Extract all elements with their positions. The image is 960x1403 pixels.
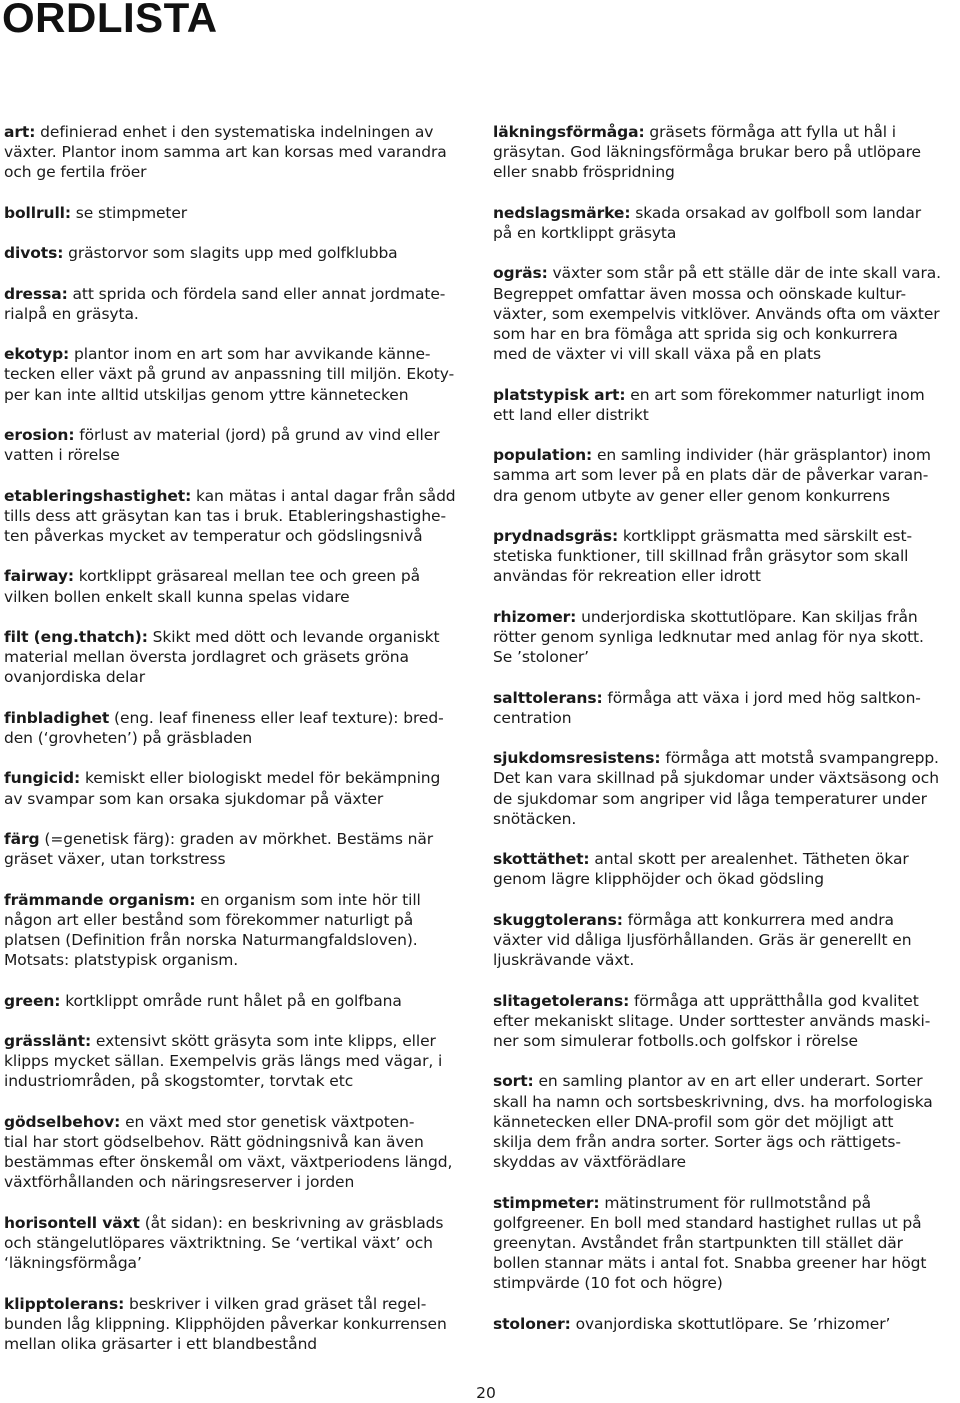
glossary-entry [4,890,466,971]
glossary-term: fairway: [4,567,74,586]
glossary-definition: förlust av material (jord) på grund av vind eller vatten i rörelse [4,425,440,465]
glossary-entry [493,385,960,425]
glossary-term: platstypisk art: [493,385,626,404]
glossary-entry [4,243,466,263]
glossary-term: dressa: [4,284,68,303]
glossary-term: art: [4,123,36,141]
glossary-entry [4,425,466,465]
glossary-definition: Skikt med dött och levande organiskt material mellan översta jordlagret och gräsets gröna ovanjordiska delar [4,627,440,687]
glossary-entry [4,708,466,748]
glossary-term: nedslagsmärke: [493,203,631,222]
glossary-entry [493,1193,960,1294]
glossary-definition: kortklippt gräsareal mellan tee och green på vilken bollen enkelt skall kunna spelas vidare [4,567,420,606]
glossary-definition: se stimpmeter [70,203,188,222]
page-number: 20 [476,1384,496,1402]
glossary-term: rhizomer: [493,607,577,626]
glossary-definition: definierad enhet i den systematiska indelningen av växter. Plantor inom samma art kan korsas med varandra och ge fertila fröer [4,123,447,182]
glossary-definition: förmåga att motstå svampangrepp. Det kan vara skillnad på sjukdomar under växtsäsong och de sjukdomar som angriper vid låga temperaturer under snötäcken. [493,749,939,828]
glossary-term: ekotyp: [4,345,70,364]
glossary-definition: (eng. leaf fineness eller leaf texture): bred- den (‘grovheten’) på gräsbladen [4,708,444,747]
glossary-entry [4,991,466,1011]
glossary-entry [4,284,466,324]
glossary-term: klipptolerans: [4,1294,125,1313]
glossary-entry [4,829,466,869]
glossary-definition: förmåga att upprätthålla god kvalitet efter mekaniskt slitage. Under sorttester används maski- ner som simulerar fotbolls.och golfskor i rörelse [493,991,931,1050]
glossary-entry [493,526,960,587]
glossary-definition: gräsets förmåga att fylla ut hål i gräsytan. God läkningsförmåga brukar bero på utlöpare eller snabb fröspridning [493,123,921,182]
glossary-term: salttolerans: [493,688,603,707]
glossary-definition: en växt med stor genetisk växtpoten- tial har stort gödselbehov. Rätt gödningsnivå kan även bestämmas efter önskemål om växt, växtperiodens längd, växtförhållanden och näringsreserver i jorden [4,1112,453,1192]
glossary-entry [4,486,466,547]
glossary-column-right [493,122,960,1354]
glossary-entry [493,203,960,243]
glossary-definition: förmåga att konkurrera med andra växter vid dåliga ljusförhållanden. Gräs är generellt en ljuskrävande växt. [493,910,912,970]
glossary-definition: kan mätas i antal dagar från sådd tills dess att gräsytan kan tas i bruk. Etableringshastighe- ten påverkas mycket av temperatur och gödslingsnivå [4,486,456,545]
glossary-definition: grästorvor som slagits upp med golfklubba [63,244,398,263]
glossary-term: etableringshastighet: [4,486,192,505]
glossary-definition: plantor inom en art som har avvikande känne- tecken eller växt på grund av anpassning till miljön. Ekoty- per kan inte alltid utskiljas genom yttre kännetecken [4,345,455,404]
glossary-definition: en samling plantor av en art eller underart. Sorter skall ha namn och sortsbeskrivning, dvs. ha morfologiska kännetecken eller DNA-profil som gör det möjligt att skilja dem från andra sorter. Sorter ägs och rättigets- skyddas av växtförädlare [493,1072,933,1172]
glossary-term: green: [4,991,61,1010]
glossary-term: skottäthet: [493,850,590,869]
glossary-definition: mätinstrument för rullmotstånd på golfgreener. En boll med standard hastighet rullas ut på greenytan. Avståndet från startpunkten till stället där bollen stannar mäts i antal fot. Snabba greener har högt stimpvärde (10 fot och högre) [493,1193,927,1293]
glossary-definition: beskriver i vilken grad gräset tål regel- bunden låg klippning. Klipphöjden påverkar konkurrensen mellan olika gräsarter i ett blandbestånd [4,1294,447,1353]
glossary-definition: en samling individer (här gräsplantor) inom samma art som lever på en plats där de påverkar varan- dra genom utbyte av gener eller genom konkurrens [493,446,931,505]
glossary-term: ogräs: [493,264,548,283]
glossary-definition: skada orsakad av golfboll som landar på en kortklippt gräsyta [493,203,922,242]
glossary-term: gödselbehov: [4,1112,121,1131]
glossary-entry [493,849,960,889]
glossary-term: finbladighet [4,708,110,727]
glossary-term: bollrull: [4,203,71,222]
glossary-definition: antal skott per arealenhet. Tätheten ökar genom lägre klipphöjder och ökad gödsling [493,850,909,889]
glossary-term: sort: [493,1072,534,1091]
glossary-term: filt (eng.thatch): [4,627,148,646]
glossary-definition: (åt sidan): en beskrivning av gräsblads och stängelutlöpares växtriktning. Se ‘vertikal växt’ och ‘läkningsförmåga’ [4,1213,444,1273]
glossary-definition: att sprida och fördela sand eller annat jordmate- rialpå en gräsyta. [4,284,446,323]
glossary-term: främmande organism: [4,890,196,909]
glossary-entry [4,1213,466,1274]
glossary-term: divots: [4,244,64,263]
page-title: ORDLISTA [2,0,218,41]
glossary-entry [4,122,466,183]
glossary-definition: en art som förekommer naturligt inom ett land eller distrikt [493,385,925,424]
glossary-column-left [4,122,466,1374]
glossary-definition: extensivt skött gräsyta som inte klipps, eller klipps mycket sällan. Exempelvis gräs längs med vägar, i industriområden, på skogstomter, torvtak etc [4,1031,443,1091]
glossary-entry [493,1314,960,1334]
glossary-term: stimpmeter: [493,1193,600,1212]
glossary-entry [4,344,466,405]
glossary-entry [493,607,960,668]
glossary-entry [4,1112,466,1193]
glossary-term: sjukdomsresistens: [493,749,661,768]
glossary-entry [4,627,466,688]
glossary-entry [493,1071,960,1172]
glossary-definition: kortklippt område runt hålet på en golfbana [60,991,402,1010]
glossary-term: slitagetolerans: [493,991,630,1010]
glossary-definition: underjordiska skottutlöpare. Kan skiljas från rötter genom synliga ledknutar med anlag för nya skott. Se ’stoloner’ [493,607,924,667]
glossary-term: erosion: [4,425,75,444]
glossary-entry [493,122,960,183]
glossary-entry [493,688,960,728]
glossary-entry [493,991,960,1052]
glossary-definition: en organism som inte hör till någon art eller bestånd som förekommer naturligt på platsen (Definition från norska Naturmangfaldsloven). Motsats: platstypisk organism. [4,890,421,970]
glossary-definition: ovanjordiska skottutlöpare. Se ’rhizomer’ [570,1314,891,1333]
glossary-term: grässlänt: [4,1031,92,1050]
glossary-term: horisontell växt [4,1213,140,1232]
glossary-entry [493,445,960,506]
glossary-term: skuggtolerans: [493,910,623,929]
glossary-entry [493,748,960,829]
glossary-term: stoloner: [493,1314,571,1333]
glossary-term: fungicid: [4,769,81,788]
glossary-entry [493,263,960,364]
glossary-definition: förmåga att växa i jord med hög saltkon- centration [493,688,921,727]
glossary-entry [4,1031,466,1092]
glossary-definition: kortklippt gräsmatta med särskilt est- stetiska funktioner, till skillnad från gräsytor som skall användas för rekreation eller idrott [493,526,912,586]
glossary-definition: kemiskt eller biologiskt medel för bekämpning av svampar som kan orsaka sjukdomar på växter [4,769,441,808]
glossary-entry [4,566,466,606]
glossary-entry [493,910,960,971]
glossary-entry [4,203,466,223]
glossary-definition: växter som står på ett ställe där de inte skall vara. Begreppet omfattar även mossa och oönskade kultur- växter, som exempelvis vitklöver. Används ofta om växter som har en bra fömåga att sprida sig och konkurrera med de växter vi vill skall växa på en plats [493,264,941,364]
glossary-entry [4,1294,466,1355]
glossary-term: färg [4,829,40,848]
glossary-definition: (=genetisk färg): graden av mörkhet. Bestäms när gräset växer, utan torkstress [4,829,434,869]
glossary-term: läkningsförmåga: [493,123,645,141]
glossary-entry [4,768,466,808]
glossary-term: prydnadsgräs: [493,526,619,545]
glossary-term: population: [493,446,593,465]
